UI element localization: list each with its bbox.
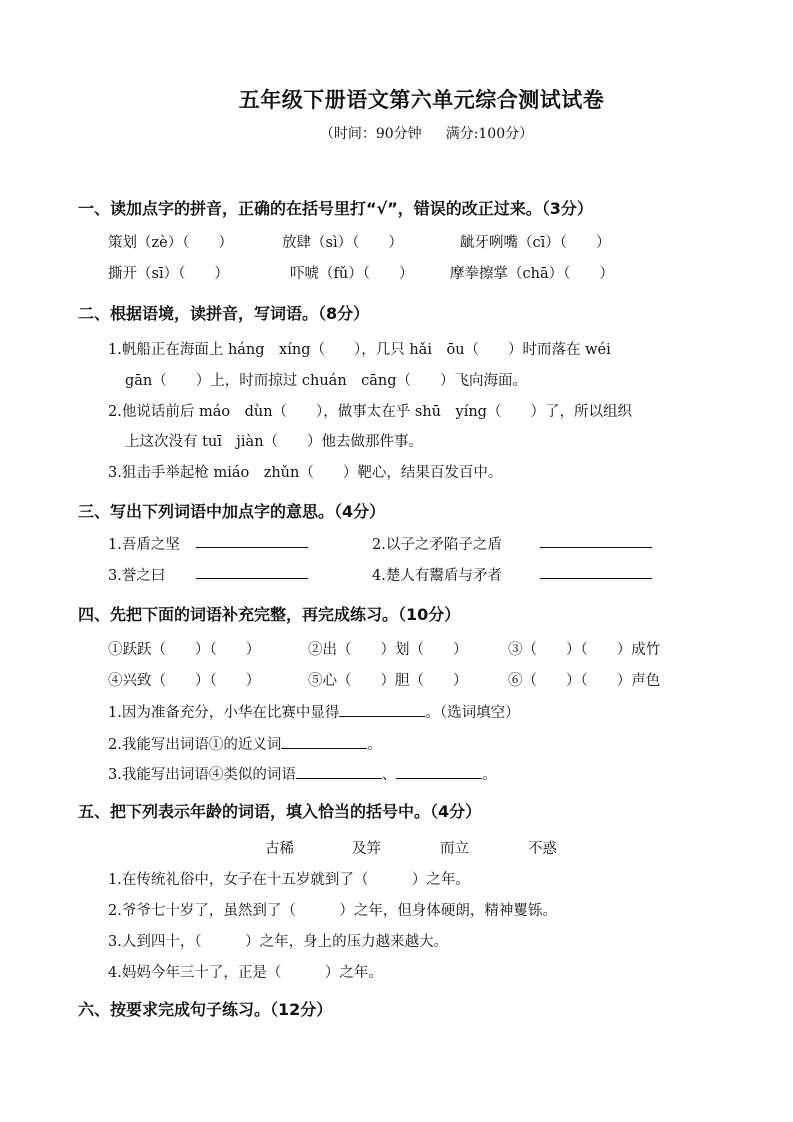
s4-item: ⑤心（ ）胆（ ） [308, 673, 468, 689]
s2-line: 上这次没有 tuī jiàn（ ）他去做那件事。 [125, 434, 424, 450]
s3-item: 1.吾盾之坚 [108, 537, 180, 553]
s5-line: 3.人到四十，（ ）之年，身上的压力越来越大。 [108, 934, 449, 950]
age-word: 及笄 [352, 841, 381, 857]
section-4-heading: 四、先把下面的词语补充完整，再完成练习。（10分） [78, 605, 461, 624]
time-limit: （时间：90分钟 [319, 126, 422, 142]
age-word: 古稀 [265, 841, 294, 857]
s4-item: ③（ ）（ ）成竹 [508, 642, 661, 658]
s2-line: gān（ ）上，时而掠过 chuán cāng（ ）飞向海面。 [125, 373, 528, 389]
s1-item: 摩拳擦掌（chā）（ ） [450, 266, 614, 282]
s2-line: 2.他说话前后 máo dùn（ ），做事太在乎 shū yíng（ ）了，所以组织 [108, 404, 632, 420]
s4-question-2: 2.我能写出词语①的近义词 。 [108, 733, 382, 754]
s2-line: 3.狙击手举起枪 miáo zhǔn（ ）靶心，结果百发百中。 [108, 465, 503, 481]
s3-item: 4.楚人有鬻盾与矛者 [372, 568, 502, 584]
answer-blank[interactable] [540, 533, 652, 548]
answer-blank[interactable] [196, 533, 308, 548]
s4-item: ④兴致（ ）（ ） [108, 673, 261, 689]
section-5-heading: 五、把下列表示年龄的词语，填入恰当的括号中。（4分） [78, 802, 482, 821]
s4-item: ⑥（ ）（ ）声色 [508, 673, 661, 689]
s4-question-3: 3.我能写出词语④类似的词语 、 。 [108, 763, 497, 784]
s1-item: 撕开（sī）（ ） [108, 266, 229, 282]
age-word: 而立 [440, 841, 469, 857]
exam-info [0, 123, 793, 143]
s3-item: 3.誉之曰 [108, 568, 166, 584]
answer-blank[interactable] [396, 764, 482, 779]
section-6-heading: 六、按要求完成句子练习。（12分） [78, 1000, 333, 1019]
s1-item: 吓唬（fǔ）（ ） [290, 266, 414, 282]
section-2-heading: 二、根据语境，读拼音，写词语。（8分） [78, 304, 370, 323]
answer-blank[interactable] [281, 734, 367, 749]
s5-line: 4.妈妈今年三十了，正是（ ）之年。 [108, 965, 383, 981]
s1-item: 放肆（sì）（ ） [282, 235, 403, 251]
page-title: 五年级下册语文第六单元综合测试试卷 [238, 88, 605, 112]
s4-item: ②出（ ）划（ ） [308, 642, 468, 658]
s5-line: 1.在传统礼俗中，女子在十五岁就到了（ ）之年。 [108, 872, 470, 888]
s1-item: 策划（zè）（ ） [108, 235, 233, 251]
age-word: 不惑 [528, 841, 557, 857]
s4-question-1: 1.因为准备充分，小华在比赛中显得 。（选词填空） [108, 701, 520, 722]
answer-blank[interactable] [540, 564, 652, 579]
s2-line: 1.帆船正在海面上 háng xíng（ ），几只 hǎi ōu（ ）时而落在 wéi [108, 342, 611, 358]
section-3-heading: 三、写出下列词语中加点字的意思。（4分） [78, 502, 386, 521]
s1-item: 龇牙咧嘴（cī）（ ） [460, 235, 611, 251]
full-score: 满分:100分） [445, 126, 534, 142]
answer-blank[interactable] [296, 764, 382, 779]
answer-blank[interactable] [196, 564, 308, 579]
s4-item: ①跃跃（ ）（ ） [108, 642, 261, 658]
section-1-heading: 一、读加点字的拼音，正确的在括号里打“√”，错误的改正过来。（3分） [78, 199, 593, 218]
s5-line: 2.爷爷七十岁了，虽然到了（ ）之年，但身体硬朗，精神矍铄。 [108, 903, 557, 919]
answer-blank[interactable] [339, 702, 425, 717]
s3-item: 2.以子之矛陷子之盾 [372, 537, 502, 553]
